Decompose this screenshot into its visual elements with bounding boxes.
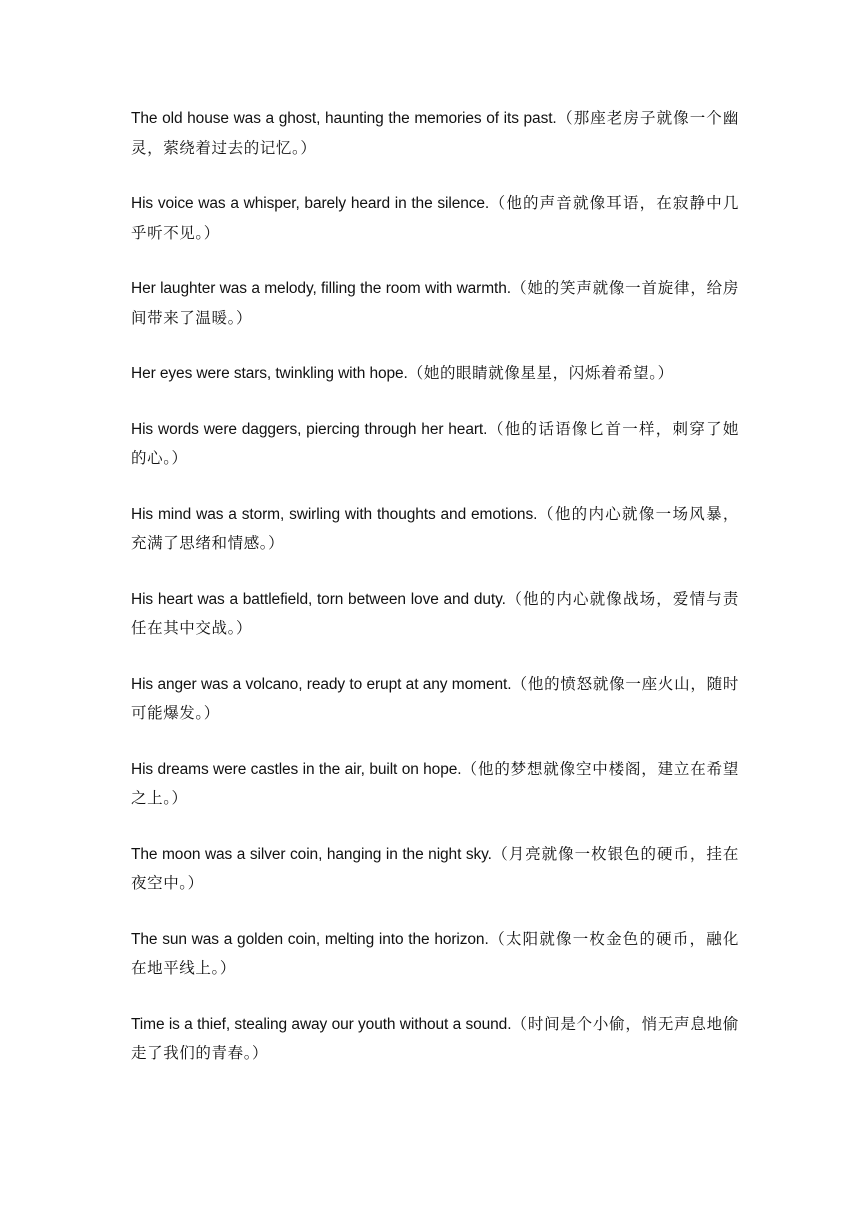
chinese-translation: （她的眼睛就像星星，闪烁着希望。） [407,364,674,382]
english-sentence: His anger was a volcano, ready to erupt at any moment. [131,675,512,693]
chinese-translation: （时间是个小偷，悄无声息地偷走了我们的青春。） [131,1014,739,1062]
paragraph [131,755,739,814]
english-sentence: Her laughter was a melody, filling the room with warmth. [131,280,511,297]
english-sentence: Time is a thief, stealing away our youth without a sound. [131,1015,512,1033]
paragraph [131,585,739,644]
chinese-translation: （他的内心就像战场，爱情与责任在其中交战。） [131,589,739,637]
chinese-translation: （他的内心就像一场风暴，充满了思绪和情感。） [131,504,739,552]
chinese-translation: （他的梦想就像空中楼阁，建立在希望之上。） [131,759,739,807]
paragraph [131,104,739,163]
english-sentence: The moon was a silver coin, hanging in the night sky. [131,845,492,863]
english-sentence: His heart was a battlefield, torn between love and duty. [131,590,506,608]
chinese-translation: （太阳就像一枚金色的硬币，融化在地平线上。） [131,929,739,977]
paragraph [131,925,739,984]
english-sentence: His dreams were castles in the air, built on hope. [131,760,462,778]
chinese-translation: （他的愤怒就像一座火山，随时可能爆发。） [131,674,740,722]
paragraph [131,840,739,899]
english-sentence: The sun was a golden coin, melting into the horizon. [131,930,489,948]
paragraph [131,189,739,248]
paragraph [131,670,739,729]
english-sentence: The old house was a ghost, haunting the memories of its past. [131,110,557,127]
chinese-translation: （月亮就像一枚银色的硬币，挂在夜空中。） [131,844,739,892]
chinese-translation: （那座老房子就像一个幽灵，萦绕着过去的记忆。） [131,109,739,157]
paragraph [131,274,739,333]
chinese-translation: （她的笑声就像一首旋律，给房间带来了温暖。） [131,279,739,327]
paragraph [131,1010,739,1069]
document-body [131,104,739,1095]
english-sentence: His words were daggers, piercing through her heart. [131,420,488,438]
paragraph [131,359,739,389]
paragraph [131,415,739,474]
chinese-translation: （他的话语像匕首一样，刺穿了她的心。） [131,419,739,467]
english-sentence: His voice was a whisper, barely heard in the silence. [131,195,490,212]
english-sentence: His mind was a storm, swirling with thoughts and emotions. [131,505,538,523]
chinese-translation: （他的声音就像耳语，在寂静中几乎听不见。） [131,194,739,242]
english-sentence: Her eyes were stars, twinkling with hope. [131,365,408,382]
paragraph [131,500,739,559]
